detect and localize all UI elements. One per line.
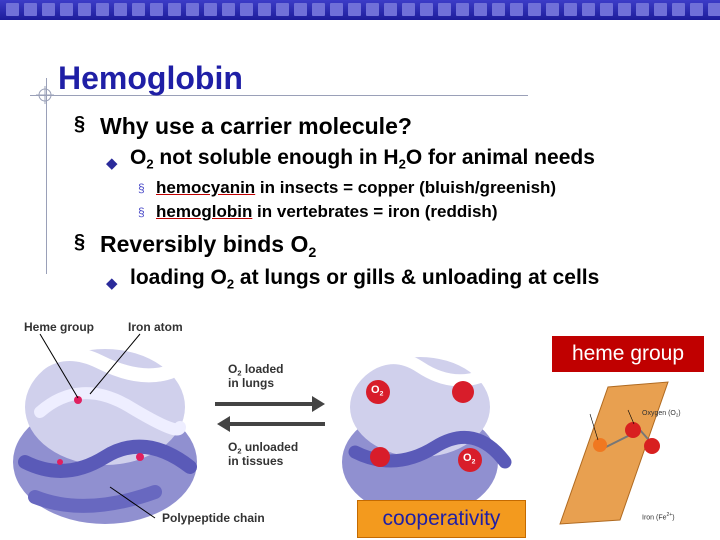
o2-loaded-label: $O_2$ loaded in lungs — [228, 362, 284, 390]
top-bar — [0, 0, 720, 20]
diamond-bullet-icon: ◆ — [106, 274, 118, 292]
heme-group-box: heme group — [552, 336, 704, 372]
hemoglobin-oxy-illustration — [342, 357, 505, 517]
heme-plane-illustration — [560, 382, 668, 524]
point-loading-unloading: loading $O_2$ at lungs or gills & unloading at cells — [130, 266, 600, 292]
point-why-carrier: Why use a carrier molecule? — [100, 113, 412, 139]
point-hemoglobin: hemoglobin in vertebrates = iron (reddish) — [156, 202, 498, 221]
oxygen-label: Oxygen $(O_2)$ — [642, 410, 681, 418]
point-reversibly-binds: Reversibly binds $O_2$ — [100, 231, 317, 261]
slide-title: Hemoglobin — [58, 60, 243, 96]
diamond-bullet-icon: ◆ — [106, 154, 118, 172]
frame-vertical-line — [46, 78, 47, 274]
small-square-bullet-icon: § — [138, 181, 145, 195]
point-hemocyanin: hemocyanin in insects = copper (bluish/greenish) — [156, 178, 557, 197]
iron-fe-label: Iron $(Fe^{2+})$ — [642, 512, 675, 522]
point-o2-solubility: $O_2$ not soluble enough in $H_2O$ for animal needs — [130, 146, 595, 172]
polypeptide-chain-label: Polypeptide chain — [162, 511, 265, 525]
iron-atom-label: Iron atom — [128, 320, 183, 334]
square-bullet-icon: § — [74, 113, 86, 135]
hemocyanin-term: hemocyanin — [156, 178, 256, 197]
o2-badge: $O_2$ — [371, 384, 384, 398]
crosshair-icon — [36, 86, 54, 104]
hemoglobin-term: hemoglobin — [156, 202, 253, 221]
cooperativity-box: cooperativity — [357, 500, 526, 538]
o2-badge: $O_2$ — [463, 452, 476, 466]
o2-unloaded-label: $O_2$ unloaded in tissues — [228, 440, 299, 468]
small-square-bullet-icon: § — [138, 205, 145, 219]
square-bullet-icon: § — [74, 231, 86, 253]
heme-group-label: Heme group — [24, 320, 95, 334]
